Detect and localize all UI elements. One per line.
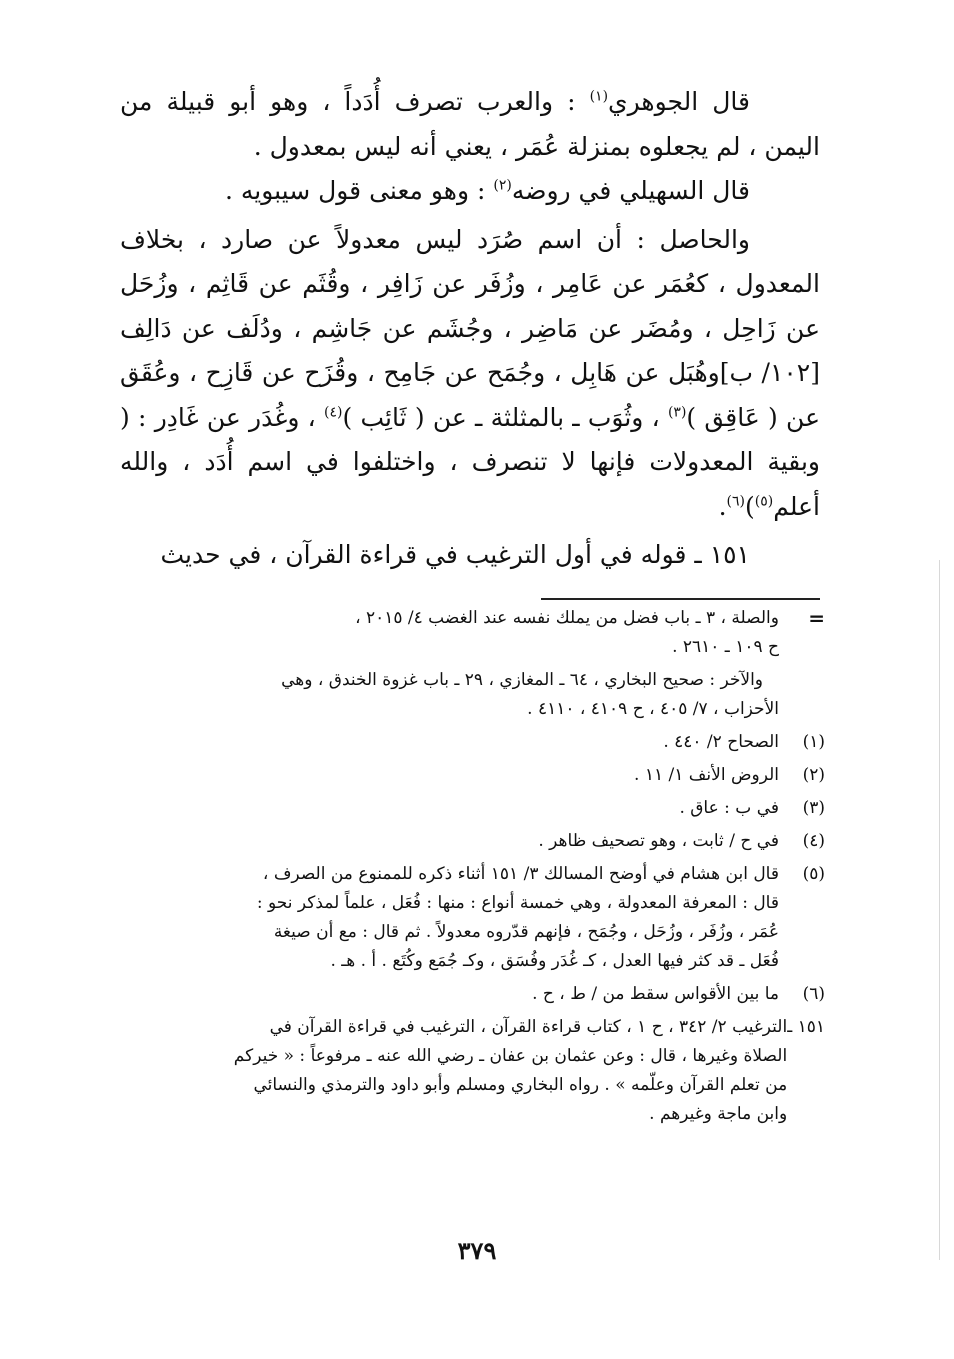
scan-edge-line <box>939 560 940 1260</box>
footnote-3 <box>120 794 825 823</box>
footnote-line: الأحزاب ، ٧/ ٤٠٥ ، ح ٤١٠٩ ، ٤١١٠ . <box>527 699 779 719</box>
footnote-line: في ب : عاق . <box>679 798 779 818</box>
final-period: . <box>718 491 727 521</box>
paragraph-jawhari-start: قال الجوهري <box>608 87 750 116</box>
footnote-marker: (٣) <box>802 798 825 818</box>
footnote-continued <box>120 604 825 662</box>
footnote-marker: ١٥١ ـ <box>787 1017 825 1037</box>
footnote-line: فُعَل ـ قد كثر فيها العدل ، كـ غُدَر وفُسَق ، وكـ جُمَع وكُتَع . أ . هـ . <box>330 951 779 971</box>
footnote-body <box>120 761 779 790</box>
footnote-ref-5: (٥) <box>754 493 774 510</box>
paragraph-151 <box>120 533 820 578</box>
footnote-1 <box>120 728 825 757</box>
footnote-marker: (١) <box>802 732 825 752</box>
paragraph-jawhari <box>120 80 820 169</box>
footnote-line: وابن ماجة وغيرهم . <box>649 1104 788 1124</box>
footnote-line: في ح / ثابت ، وهو تصحيف ظاهر . <box>538 831 779 851</box>
main-text <box>120 80 820 578</box>
continuation-marker: = <box>808 606 825 630</box>
closing-paren: ) <box>744 491 755 521</box>
footnote-line: والآخر : صحيح البخاري ، ٦٤ ـ المغازي ، ٢٩ ـ باب غزوة الخندق ، وهي <box>281 670 763 690</box>
footnote-body <box>120 980 779 1009</box>
footnote-divider <box>541 598 820 600</box>
footnote-other <box>120 666 825 724</box>
footnote-ref-2: (٢) <box>493 177 512 194</box>
footnote-line: ما بين الأقواس سقط من / ط ، ح . <box>532 984 779 1004</box>
page-number: ٣٧٩ <box>457 1236 497 1265</box>
footnote-body <box>120 728 779 757</box>
footnote-line: عُمَر ، وزُفَر ، وزُحَل ، وجُمَح ، فإنهم قدّروه معدولاً . ثم قال : مع أن صيغة <box>273 922 779 942</box>
footnote-ref-6: (٦) <box>726 493 745 510</box>
footnote-marker: (٢) <box>802 765 825 785</box>
footnote-body <box>120 1013 787 1129</box>
footnote-line: الترغيب ٢/ ٣٤٢ ، ح ١ ، كتاب قراءة القرآن ، الترغيب في قراءة القرآن في <box>269 1017 788 1037</box>
footnote-6 <box>120 980 825 1009</box>
footnote-5 <box>120 860 825 976</box>
footnote-ref-4: (٤) <box>324 404 343 421</box>
paragraph-hasil <box>120 218 820 530</box>
footnote-line: قال : المعرفة المعدولة ، وهي خمسة أنواع : منها : فُعَل ، علماً لمذكر نحو : <box>256 893 779 913</box>
footnote-body <box>120 860 779 976</box>
footnote-marker: (٤) <box>802 831 825 851</box>
footnote-line: قال ابن هشام في أوضح المسالك ٣/ ١٥١ أثناء ذكره للممنوع من الصرف ، <box>262 864 779 884</box>
footnote-151 <box>120 1013 825 1129</box>
footnote-line: الصحاح ٢/ ٤٤٠ . <box>663 732 779 752</box>
paragraph-suhayli-start: قال السهيلي في روضه <box>511 176 750 205</box>
paragraph-hasil-end: ، وغُدَر عن غَادِر : ( وبقية المعدولات فإنها لا تنصرف ، واختلفوا في اسم أُدَد ، والله أعلم <box>120 402 820 521</box>
paragraph-hasil-text: والحاصل : أن اسم صُرَد ليس معدولاً عن صارد ، بخلاف المعدول ، كعُمَر عن عَامِر ، وزُفَر عن زَافِر ، وقُثَم عن قَاثِم ، وزُحَل عن زَاحِل ، ومُضَر عن مَاضِر ، وجُشَم عن جَاشِم ، ودُلَف عن دَالِف [١٠٢/ ب]وهُبَل عن هَابِل ، وجُمَح عن جَامِح ، وقُزَح عن قَازِح ، وعُقَق عن ( عَاقِق ) <box>120 224 820 432</box>
footnote-body <box>120 794 779 823</box>
footnote-ref-1: (١) <box>589 88 609 105</box>
footnote-marker: (٦) <box>802 984 825 1004</box>
paragraph-hasil-continued: ، وثُوَب ـ بالمثلثة ـ عن ( ثَائِب ) <box>342 402 668 432</box>
footnote-4 <box>120 827 825 856</box>
footnote-line: الروض الأنف ١/ ١١ . <box>634 765 779 785</box>
footnote-body <box>120 827 779 856</box>
paragraph-suhayli-rest: : وهو معنى قول سيبويه . <box>224 176 494 205</box>
paragraph-151-text: ١٥١ ـ قوله في أول الترغيب في قراءة القرآن ، في حديث <box>160 540 750 569</box>
footnote-other-body <box>120 666 779 724</box>
footnote-ref-3: (٣) <box>667 404 687 421</box>
paragraph-jawhari-rest: : والعرب تصرف أُدَداً ، وهو أبو قبيلة من اليمن ، لم يجعلوه بمنزلة عُمَر ، يعني أنه ليس بمعدول . <box>120 87 820 161</box>
footnote-line: من تعلم القرآن وعلّمه » . رواه البخاري ومسلم وأبو داود والترمذي والنسائي <box>253 1075 788 1095</box>
footnote-continued-body <box>120 604 779 662</box>
footnote-2 <box>120 761 825 790</box>
footnote-line: الصلاة وغيرها ، قال : وعن عثمان بن عفان ـ رضي الله عنه ـ مرفوعاً : « خيركم <box>233 1046 788 1066</box>
footnotes <box>120 604 825 1133</box>
footnote-marker: (٥) <box>802 864 825 884</box>
paragraph-suhayli <box>120 169 820 214</box>
footnote-line: والصلة ، ٣ ـ باب فضل من يملك نفسه عند الغضب ٤/ ٢٠١٥ ، <box>355 608 779 628</box>
footnote-line: ح ١٠٩ ـ ٢٦١٠ . <box>672 637 779 657</box>
